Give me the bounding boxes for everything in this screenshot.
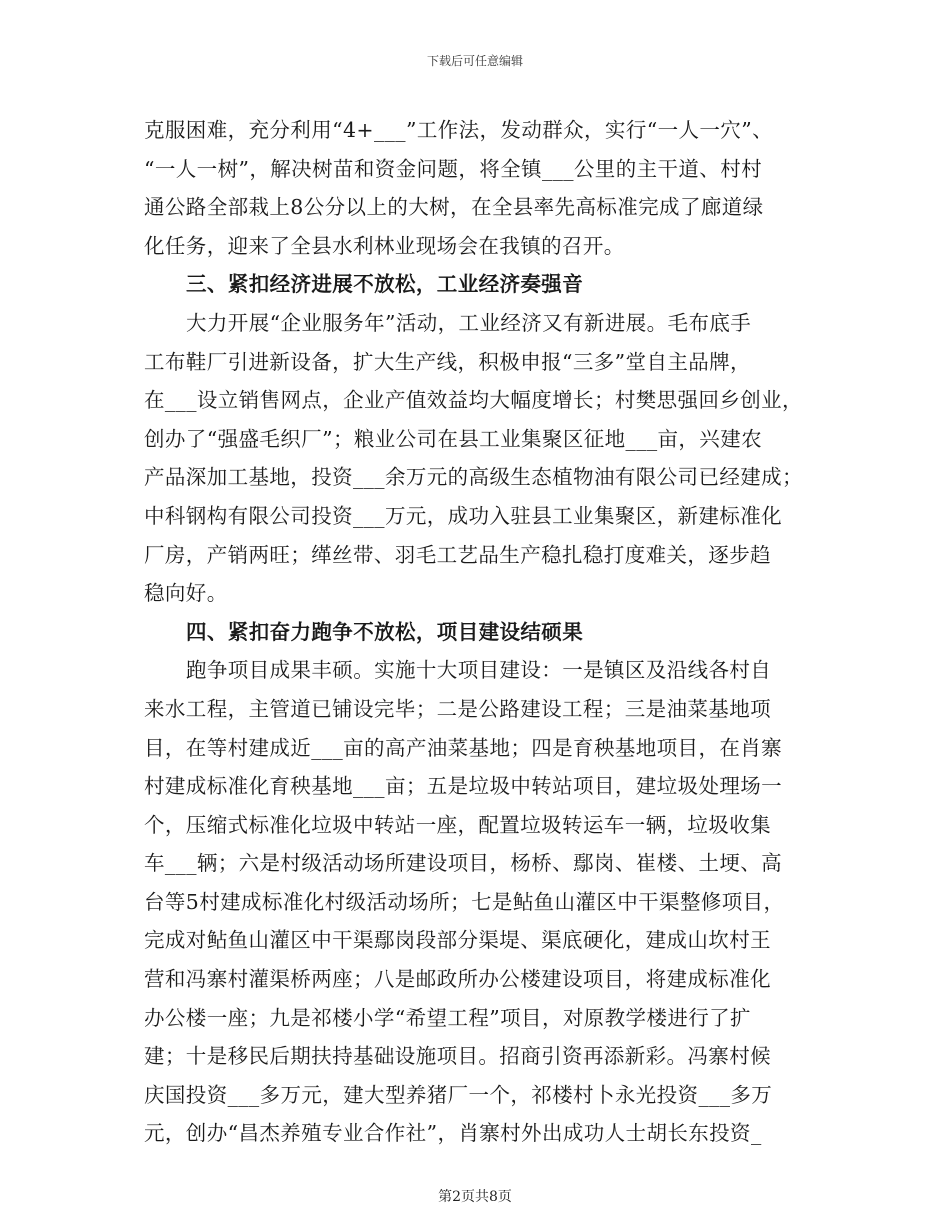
section-heading: 三、紧扣经济进展不放松，工业经济奏强音 xyxy=(186,272,584,297)
text-line: 完成对鲇鱼山灌区中干渠鄢岗段部分渠堤、渠底硬化，建成山坎村王 xyxy=(144,928,771,953)
text-line: 通公路全部栽上8公分以上的大树，在全县率先高标准完成了廊道绿 xyxy=(144,195,764,220)
text-line: 台等5村建成标准化村级活动场所；七是鲇鱼山灌区中干渠整修项目， xyxy=(144,889,785,914)
text-line: 厂房，产销两旺；缂丝带、羽毛工艺品生产稳扎稳打度难关，逐步趋 xyxy=(144,542,771,567)
text-line: “一人一树”，解决树苗和资金问题，将全镇___公里的主干道、村村 xyxy=(144,156,763,181)
text-line: 稳向好。 xyxy=(144,581,228,606)
text-line: 建；十是移民后期扶持基础设施项目。招商引资再添新彩。冯寨村候 xyxy=(144,1044,771,1069)
text-line: 中科钢构有限公司投资___万元，成功入驻县工业集聚区，新建标准化 xyxy=(144,503,783,528)
text-line: 克服困难，充分利用“4+___”工作法，发动群众，实行“一人一穴”、 xyxy=(144,118,773,142)
section-heading: 四、紧扣奋力跑争不放松，项目建设结硕果 xyxy=(186,619,584,644)
text-line: 跑争项目成果丰硕。实施十大项目建设：一是镇区及沿线各村自 xyxy=(186,658,772,683)
text-line: 庆国投资___多万元，建大型养猪厂一个，祁楼村卜永光投资___多万 xyxy=(144,1082,773,1107)
text-line: 目，在等村建成近___亩的高产油菜基地；四是育秧基地项目，在肖寨 xyxy=(144,735,783,760)
text-line: 大力开展“企业服务年”活动，工业经济又有新进展。毛布底手 xyxy=(186,310,752,335)
text-line: 个，压缩式标准化垃圾中转站一座，配置垃圾转运车一辆，垃圾收集 xyxy=(144,812,771,837)
text-line: 在___设立销售网点，企业产值效益均大幅度增长；村樊思强回乡创业， xyxy=(144,388,803,413)
page-header: 下载后可任意编辑 xyxy=(426,54,523,68)
page-footer: 第2页共8页 xyxy=(438,1189,512,1205)
text-line: 车___辆；六是村级活动场所建设项目，杨桥、鄢岗、崔楼、土埂、高 xyxy=(144,851,783,876)
text-line: 来水工程，主管道已铺设完毕；二是公路建设工程；三是油菜基地项 xyxy=(144,696,771,721)
text-line: 办公楼一座；九是祁楼小学“希望工程”项目，对原教学楼进行了扩 xyxy=(144,1005,751,1030)
text-line: 创办了“强盛毛织厂”；粮业公司在县工业集聚区征地___亩，兴建农 xyxy=(144,426,763,451)
text-line: 村建成标准化育秧基地___亩；五是垃圾中转站项目，建垃圾处理场一 xyxy=(144,774,783,799)
text-line: 营和冯寨村灌渠桥两座；八是邮政所办公楼建设项目，将建成标准化 xyxy=(144,967,771,992)
text-line: 产品深加工基地，投资___余万元的高级生态植物油有限公司已经建成； xyxy=(144,465,803,490)
document-body xyxy=(142,111,810,1153)
text-line: 元，创办“昌杰养殖专业合作社”，肖寨村外出成功人士胡长东投资_ xyxy=(144,1121,762,1146)
text-line: 化任务，迎来了全县水利林业现场会在我镇的召开。 xyxy=(144,233,625,258)
text-line: 工布鞋厂引进新设备，扩大生产线，积极申报“三多”堂自主品牌， xyxy=(144,349,751,374)
